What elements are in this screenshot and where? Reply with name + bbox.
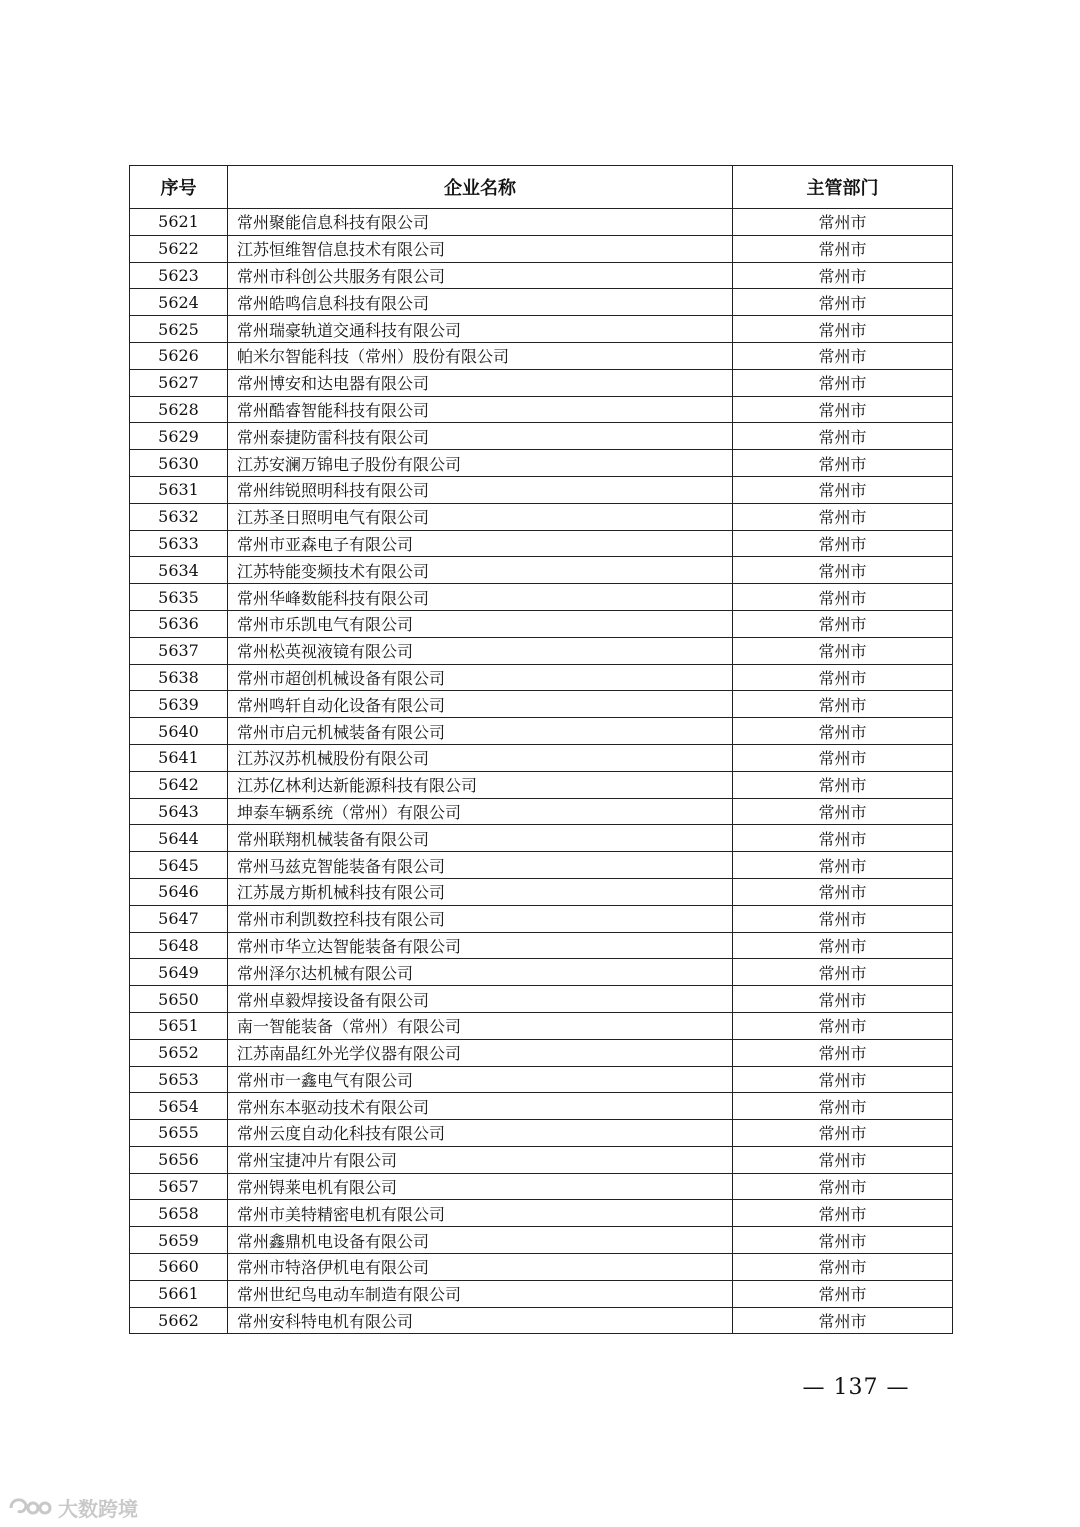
cell-department: 常州市 <box>733 1307 953 1334</box>
cell-serial-number: 5634 <box>130 557 228 584</box>
cell-serial-number: 5637 <box>130 637 228 664</box>
table-row <box>130 771 953 798</box>
cell-company-name: 常州聚能信息科技有限公司 <box>228 209 733 236</box>
cell-department: 常州市 <box>733 1066 953 1093</box>
company-table-container <box>129 165 952 1334</box>
table-row <box>130 744 953 771</box>
cell-department: 常州市 <box>733 557 953 584</box>
cell-serial-number: 5657 <box>130 1173 228 1200</box>
cell-serial-number: 5636 <box>130 610 228 637</box>
cell-serial-number: 5649 <box>130 959 228 986</box>
cell-serial-number: 5629 <box>130 423 228 450</box>
watermark <box>8 1493 138 1522</box>
table-row <box>130 1200 953 1227</box>
cell-company-name: 常州鸣轩自动化设备有限公司 <box>228 691 733 718</box>
cell-company-name: 江苏特能变频技术有限公司 <box>228 557 733 584</box>
table-row <box>130 1146 953 1173</box>
cell-department: 常州市 <box>733 1200 953 1227</box>
cell-serial-number: 5650 <box>130 986 228 1013</box>
cell-department: 常州市 <box>733 664 953 691</box>
header-department: 主管部门 <box>733 166 953 209</box>
table-row <box>130 1280 953 1307</box>
cell-serial-number: 5630 <box>130 450 228 477</box>
table-row <box>130 423 953 450</box>
cell-company-name: 常州市一鑫电气有限公司 <box>228 1066 733 1093</box>
cell-company-name: 常州鑫鼎机电设备有限公司 <box>228 1227 733 1254</box>
cell-serial-number: 5640 <box>130 718 228 745</box>
watermark-text: 大数跨境 <box>58 1497 138 1521</box>
table-row <box>130 450 953 477</box>
table-row <box>130 1120 953 1147</box>
cell-company-name: 坤泰车辆系统（常州）有限公司 <box>228 798 733 825</box>
cell-department: 常州市 <box>733 1227 953 1254</box>
cell-serial-number: 5624 <box>130 289 228 316</box>
cell-department: 常州市 <box>733 932 953 959</box>
cell-company-name: 常州华峰数能科技有限公司 <box>228 584 733 611</box>
table-row <box>130 369 953 396</box>
cell-company-name: 常州瑞豪轨道交通科技有限公司 <box>228 316 733 343</box>
table-row <box>130 316 953 343</box>
cell-serial-number: 5658 <box>130 1200 228 1227</box>
cell-department: 常州市 <box>733 878 953 905</box>
cell-serial-number: 5656 <box>130 1146 228 1173</box>
table-row <box>130 1012 953 1039</box>
cell-department: 常州市 <box>733 316 953 343</box>
cell-serial-number: 5647 <box>130 905 228 932</box>
cell-department: 常州市 <box>733 369 953 396</box>
cell-serial-number: 5621 <box>130 209 228 236</box>
cell-serial-number: 5639 <box>130 691 228 718</box>
cell-department: 常州市 <box>733 1146 953 1173</box>
cell-serial-number: 5644 <box>130 825 228 852</box>
cell-department: 常州市 <box>733 691 953 718</box>
cell-department: 常州市 <box>733 852 953 879</box>
cell-department: 常州市 <box>733 476 953 503</box>
cell-company-name: 常州市乐凯电气有限公司 <box>228 610 733 637</box>
cell-company-name: 常州博安和达电器有限公司 <box>228 369 733 396</box>
cell-department: 常州市 <box>733 637 953 664</box>
table-row <box>130 1227 953 1254</box>
cell-department: 常州市 <box>733 744 953 771</box>
cell-department: 常州市 <box>733 423 953 450</box>
table-row <box>130 209 953 236</box>
cell-department: 常州市 <box>733 986 953 1013</box>
cell-serial-number: 5638 <box>130 664 228 691</box>
cell-serial-number: 5660 <box>130 1254 228 1281</box>
table-header-row <box>130 166 953 209</box>
cell-company-name: 常州市超创机械设备有限公司 <box>228 664 733 691</box>
cell-serial-number: 5643 <box>130 798 228 825</box>
cell-company-name: 常州市利凯数控科技有限公司 <box>228 905 733 932</box>
cell-department: 常州市 <box>733 1280 953 1307</box>
table-row <box>130 610 953 637</box>
cell-company-name: 常州联翔机械装备有限公司 <box>228 825 733 852</box>
cell-company-name: 常州市华立达智能装备有限公司 <box>228 932 733 959</box>
table-row <box>130 1173 953 1200</box>
cell-serial-number: 5631 <box>130 476 228 503</box>
cell-company-name: 江苏晟方斯机械科技有限公司 <box>228 878 733 905</box>
cell-department: 常州市 <box>733 584 953 611</box>
cell-company-name: 常州纬锐照明科技有限公司 <box>228 476 733 503</box>
table-row <box>130 905 953 932</box>
table-row <box>130 396 953 423</box>
cell-department: 常州市 <box>733 289 953 316</box>
cell-serial-number: 5651 <box>130 1012 228 1039</box>
cell-serial-number: 5635 <box>130 584 228 611</box>
cell-department: 常州市 <box>733 209 953 236</box>
cell-company-name: 常州泽尔达机械有限公司 <box>228 959 733 986</box>
cell-company-name: 江苏汉苏机械股份有限公司 <box>228 744 733 771</box>
table-row <box>130 932 953 959</box>
table-row <box>130 1066 953 1093</box>
cell-department: 常州市 <box>733 1120 953 1147</box>
cell-company-name: 常州皓鸣信息科技有限公司 <box>228 289 733 316</box>
table-row <box>130 637 953 664</box>
cell-company-name: 江苏安澜万锦电子股份有限公司 <box>228 450 733 477</box>
cell-serial-number: 5622 <box>130 235 228 262</box>
cell-serial-number: 5652 <box>130 1039 228 1066</box>
table-row <box>130 289 953 316</box>
cell-department: 常州市 <box>733 503 953 530</box>
cell-company-name: 常州锝莱电机有限公司 <box>228 1173 733 1200</box>
cell-serial-number: 5627 <box>130 369 228 396</box>
cell-serial-number: 5648 <box>130 932 228 959</box>
cell-serial-number: 5645 <box>130 852 228 879</box>
cell-company-name: 江苏亿林利达新能源科技有限公司 <box>228 771 733 798</box>
table-row <box>130 691 953 718</box>
cell-serial-number: 5633 <box>130 530 228 557</box>
table-row <box>130 1039 953 1066</box>
cell-department: 常州市 <box>733 450 953 477</box>
cell-serial-number: 5641 <box>130 744 228 771</box>
cell-serial-number: 5632 <box>130 503 228 530</box>
cell-serial-number: 5654 <box>130 1093 228 1120</box>
cell-department: 常州市 <box>733 905 953 932</box>
cell-department: 常州市 <box>733 1039 953 1066</box>
cell-department: 常州市 <box>733 342 953 369</box>
table-row <box>130 476 953 503</box>
cell-company-name: 常州市启元机械装备有限公司 <box>228 718 733 745</box>
cell-department: 常州市 <box>733 1012 953 1039</box>
cell-company-name: 常州世纪鸟电动车制造有限公司 <box>228 1280 733 1307</box>
cell-company-name: 江苏恒维智信息技术有限公司 <box>228 235 733 262</box>
cell-company-name: 常州市特洛伊机电有限公司 <box>228 1254 733 1281</box>
cell-department: 常州市 <box>733 1093 953 1120</box>
cell-company-name: 常州泰捷防雷科技有限公司 <box>228 423 733 450</box>
cell-company-name: 常州东本驱动技术有限公司 <box>228 1093 733 1120</box>
cell-company-name: 常州市美特精密电机有限公司 <box>228 1200 733 1227</box>
cell-serial-number: 5655 <box>130 1120 228 1147</box>
cell-company-name: 南一智能装备（常州）有限公司 <box>228 1012 733 1039</box>
cell-company-name: 常州市亚森电子有限公司 <box>228 530 733 557</box>
cell-company-name: 常州酷睿智能科技有限公司 <box>228 396 733 423</box>
table-row <box>130 584 953 611</box>
cell-department: 常州市 <box>733 1173 953 1200</box>
table-row <box>130 262 953 289</box>
table-row <box>130 342 953 369</box>
cell-department: 常州市 <box>733 959 953 986</box>
cell-company-name: 常州云度自动化科技有限公司 <box>228 1120 733 1147</box>
watermark-logo-icon <box>8 1494 54 1522</box>
cell-company-name: 帕米尔智能科技（常州）股份有限公司 <box>228 342 733 369</box>
cell-department: 常州市 <box>733 771 953 798</box>
cell-department: 常州市 <box>733 610 953 637</box>
cell-serial-number: 5628 <box>130 396 228 423</box>
table-row <box>130 986 953 1013</box>
cell-serial-number: 5625 <box>130 316 228 343</box>
header-serial-number: 序号 <box>130 166 228 209</box>
table-row <box>130 959 953 986</box>
cell-department: 常州市 <box>733 530 953 557</box>
table-row <box>130 852 953 879</box>
cell-company-name: 常州卓毅焊接设备有限公司 <box>228 986 733 1013</box>
cell-serial-number: 5642 <box>130 771 228 798</box>
cell-serial-number: 5646 <box>130 878 228 905</box>
table-row <box>130 878 953 905</box>
table-row <box>130 503 953 530</box>
cell-department: 常州市 <box>733 1254 953 1281</box>
page-number: — 137 — <box>802 1375 910 1400</box>
cell-company-name: 江苏圣日照明电气有限公司 <box>228 503 733 530</box>
table-row <box>130 1254 953 1281</box>
table-row <box>130 1093 953 1120</box>
table-row <box>130 798 953 825</box>
table-row <box>130 530 953 557</box>
header-company-name: 企业名称 <box>228 166 733 209</box>
cell-department: 常州市 <box>733 718 953 745</box>
cell-serial-number: 5661 <box>130 1280 228 1307</box>
cell-serial-number: 5662 <box>130 1307 228 1334</box>
table-row <box>130 1307 953 1334</box>
cell-company-name: 常州宝捷冲片有限公司 <box>228 1146 733 1173</box>
cell-company-name: 常州市科创公共服务有限公司 <box>228 262 733 289</box>
cell-department: 常州市 <box>733 825 953 852</box>
cell-department: 常州市 <box>733 235 953 262</box>
cell-department: 常州市 <box>733 262 953 289</box>
table-row <box>130 235 953 262</box>
cell-department: 常州市 <box>733 798 953 825</box>
cell-company-name: 常州安科特电机有限公司 <box>228 1307 733 1334</box>
cell-serial-number: 5659 <box>130 1227 228 1254</box>
cell-company-name: 常州松英视液镜有限公司 <box>228 637 733 664</box>
cell-serial-number: 5626 <box>130 342 228 369</box>
table-row <box>130 825 953 852</box>
cell-company-name: 常州马兹克智能装备有限公司 <box>228 852 733 879</box>
table-body <box>130 209 953 1334</box>
company-table <box>129 165 953 1334</box>
cell-serial-number: 5653 <box>130 1066 228 1093</box>
cell-company-name: 江苏南晶红外光学仪器有限公司 <box>228 1039 733 1066</box>
cell-serial-number: 5623 <box>130 262 228 289</box>
table-row <box>130 557 953 584</box>
cell-department: 常州市 <box>733 396 953 423</box>
table-row <box>130 664 953 691</box>
table-row <box>130 718 953 745</box>
